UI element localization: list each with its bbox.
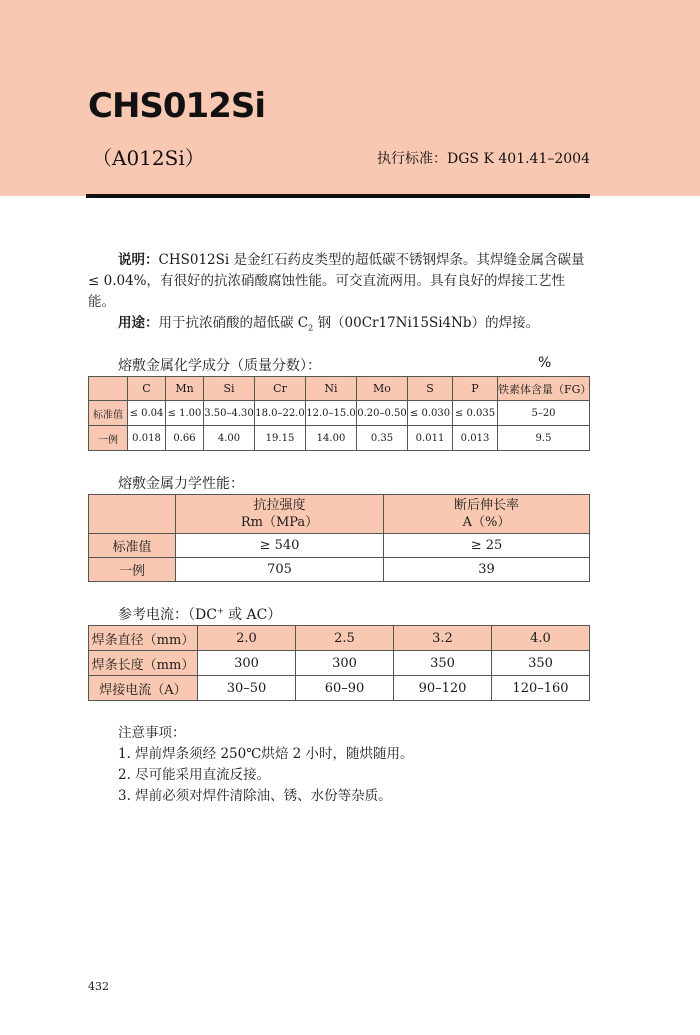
row-label: 焊接电流（A） <box>89 676 198 701</box>
standard-label: 执行标准： <box>377 151 448 167</box>
row-label: 焊条直径（mm） <box>89 626 198 651</box>
elongation-unit: A（%） <box>462 515 511 530</box>
table-row <box>89 558 590 582</box>
table-cell: ≤ 0.030 <box>408 401 453 426</box>
standard-value: DGS K 401.41–2004 <box>447 151 590 167</box>
table-row <box>89 426 590 451</box>
table-cell: 5–20 <box>498 401 590 426</box>
chemical-header-cell: Cr <box>255 377 306 401</box>
row-label: 一例 <box>89 558 176 582</box>
row-label: 焊条长度（mm） <box>89 651 198 676</box>
current-title-line <box>118 604 281 624</box>
row-label: 标准值 <box>89 534 176 558</box>
chemical-header-cell: 铁素体含量（FG） <box>498 377 590 401</box>
usage-text-after: 钢（00Cr17Ni15Si4Nb）的焊接。 <box>313 315 540 331</box>
current-note-after: 或 AC） <box>223 607 282 623</box>
chemical-table <box>88 376 590 451</box>
table-row <box>89 534 590 558</box>
notes-title: 注意事项： <box>118 725 186 741</box>
table-row <box>89 626 590 651</box>
table-cell: ≤ 1.00 <box>166 401 204 426</box>
chemical-header-cell: Ni <box>306 377 357 401</box>
row-label: 标准值 <box>89 401 128 426</box>
description-label: 说明： <box>118 252 159 268</box>
chemical-header-cell: Mn <box>166 377 204 401</box>
table-cell: ≥ 25 <box>384 534 590 558</box>
table-cell: 30–50 <box>198 676 296 701</box>
header-rule <box>86 194 590 198</box>
page-subtitle: （A012Si） <box>92 146 205 170</box>
description-paragraph <box>88 250 590 313</box>
current-note-before: （DC <box>188 607 217 623</box>
table-cell: 3.2 <box>394 626 492 651</box>
standard-line <box>377 148 590 168</box>
list-item: 2. 尽可能采用直流反接。 <box>118 767 271 783</box>
mechanical-title: 熔敷金属力学性能： <box>118 476 244 492</box>
notes-section <box>118 723 414 807</box>
current-note-sup: + <box>216 606 224 616</box>
chemical-header-row <box>89 377 590 401</box>
mechanical-header-elongation <box>384 495 590 534</box>
table-cell: 0.35 <box>357 426 408 451</box>
table-row <box>89 676 590 701</box>
tensile-unit: Rm（MPa） <box>240 515 319 530</box>
usage-paragraph <box>88 313 590 339</box>
list-item: 3. 焊前必须对焊件清除油、锈、水份等杂质。 <box>118 788 392 804</box>
chemical-title: 熔敷金属化学成分（质量分数）： <box>118 358 321 374</box>
table-cell: 14.00 <box>306 426 357 451</box>
table-cell: 0.013 <box>453 426 498 451</box>
page-number: 432 <box>88 980 109 993</box>
current-title: 参考电流： <box>118 607 188 623</box>
table-cell: ≤ 0.035 <box>453 401 498 426</box>
tensile-label: 抗拉强度 <box>253 498 306 513</box>
list-item: 1. 焊前焊条须经 250℃烘焙 2 小时，随烘随用。 <box>118 746 414 762</box>
usage-text-before: 用于抗浓硝酸的超低碳 C <box>158 315 309 331</box>
table-cell: 0.011 <box>408 426 453 451</box>
table-cell: 9.5 <box>498 426 590 451</box>
table-cell: 0.018 <box>128 426 166 451</box>
mechanical-header-tensile <box>176 495 384 534</box>
table-cell: 350 <box>394 651 492 676</box>
table-cell: 300 <box>198 651 296 676</box>
usage-subscript: 2 <box>308 323 314 333</box>
table-cell: 39 <box>384 558 590 582</box>
chemical-unit: % <box>538 355 552 371</box>
current-note <box>188 607 281 623</box>
table-cell: 90–120 <box>394 676 492 701</box>
elongation-label: 断后伸长率 <box>453 498 519 513</box>
usage-label: 用途： <box>118 315 159 331</box>
chemical-header-cell: Mo <box>357 377 408 401</box>
chemical-header-cell: P <box>453 377 498 401</box>
table-cell: ≥ 540 <box>176 534 384 558</box>
chemical-header-cell <box>89 377 128 401</box>
table-cell: 4.00 <box>204 426 255 451</box>
chemical-header-cell: S <box>408 377 453 401</box>
table-row <box>89 401 590 426</box>
table-cell: 19.15 <box>255 426 306 451</box>
mechanical-table <box>88 494 590 582</box>
table-cell: 18.0–22.0 <box>255 401 306 426</box>
chemical-header-cell: Si <box>204 377 255 401</box>
table-cell: ≤ 0.04 <box>128 401 166 426</box>
table-cell: 0.66 <box>166 426 204 451</box>
table-cell: 4.0 <box>492 626 590 651</box>
table-row <box>89 651 590 676</box>
page-title: CHS012Si <box>88 86 266 126</box>
table-cell: 705 <box>176 558 384 582</box>
table-cell: 0.20–0.50 <box>357 401 408 426</box>
mechanical-header-row <box>89 495 590 534</box>
mechanical-header-blank <box>89 495 176 534</box>
table-cell: 60–90 <box>296 676 394 701</box>
table-cell: 300 <box>296 651 394 676</box>
current-table <box>88 625 590 701</box>
table-cell: 2.5 <box>296 626 394 651</box>
row-label: 一例 <box>89 426 128 451</box>
table-cell: 2.0 <box>198 626 296 651</box>
table-cell: 120–160 <box>492 676 590 701</box>
table-cell: 3.50–4.30 <box>204 401 255 426</box>
table-cell: 350 <box>492 651 590 676</box>
chemical-header-cell: C <box>128 377 166 401</box>
table-cell: 12.0–15.0 <box>306 401 357 426</box>
description-text: CHS012Si 是金红石药皮类型的超低碳不锈钢焊条。其焊缝金属含碳量≤ 0.04%，有很好的抗浓硝酸腐蚀性能。可交直流两用。具有良好的焊接工艺性能。 <box>88 252 585 310</box>
